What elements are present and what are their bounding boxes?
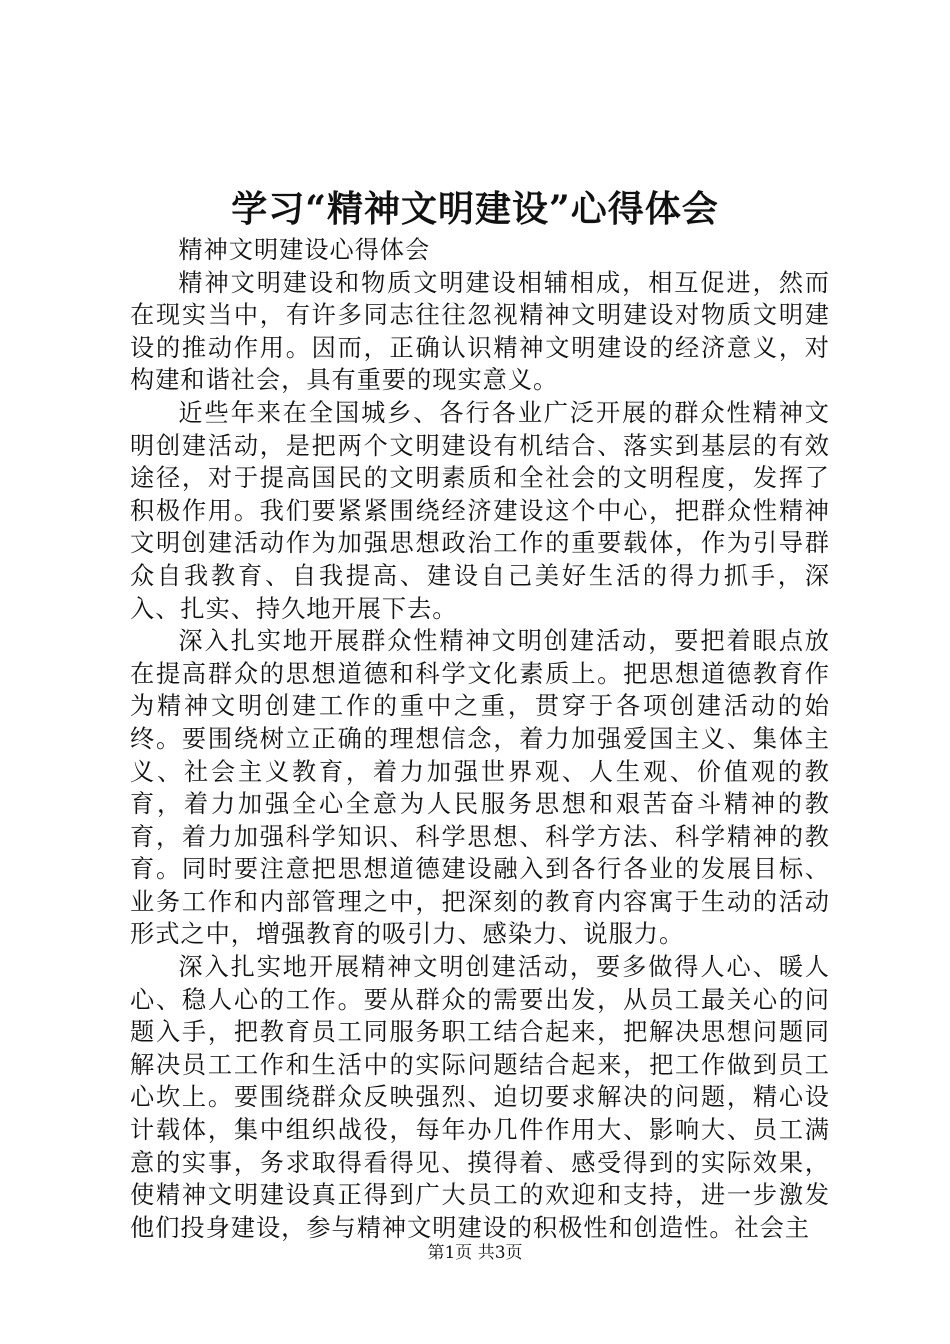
document-title: 学习“精神文明建设”心得体会 (231, 188, 719, 230)
document-subtitle: 精神文明建设心得体会 (178, 236, 431, 264)
body-paragraph: 深入扎实地开展群众性精神文明创建活动，要把着眼点放在提高群众的思想道德和科学文化素质上。把思想道德教育作为精神文明创建工作的重中之重，贯穿于各项创建活动的始终。要围绕树立正确的理想信念，着力加强爱国主义、集体主义、社会主义教育，着力加强世界观、人生观、价值观的教育，着力加强全心全意为人民服务思想和艰苦奋斗精神的教育，着力加强科学知识、科学思想、科学方法、科学精神的教育。同时要注意把思想道德建设融入到各行各业的发展目标、业务工作和内部管理之中，把深刻的教育内容寓于生动的活动形式之中，增强教育的吸引力、感染力、说服力。 (130, 627, 830, 949)
body-paragraph: 精神文明建设和物质文明建设相辅相成，相互促进，然而在现实当中，有许多同志往往忽视精神文明建设对物质文明建设的推动作用。因而，正确认识精神文明建设的经济意义，对构建和谐社会，具有重要的现实意义。 (130, 268, 830, 395)
body-paragraph: 近些年来在全国城乡、各行各业广泛开展的群众性精神文明创建活动，是把两个文明建设有机结合、落实到基层的有效途径，对于提高国民的文明素质和全社会的文明程度，发挥了积极作用。我们要紧紧围绕经济建设这个中心，把群众性精神文明创建活动作为加强思想政治工作的重要载体，作为引导群众自我教育、自我提高、建设自己美好生活的得力抓手，深入、扎实、持久地开展下去。 (130, 398, 830, 623)
document-body (130, 234, 830, 1244)
page-number-footer: 第1页 共3页 (427, 1243, 523, 1263)
body-paragraph: 深入扎实地开展精神文明创建活动，要多做得人心、暖人心、稳人心的工作。要从群众的需要出发，从员工最关心的问题入手，把教育员工同服务职工结合起来，把解决思想问题同解决员工工作和生活中的实际问题结合起来，把工作做到员工心坎上。要围绕群众反映强烈、迫切要求解决的问题，精心设计载体，集中组织战役，每年办几件作用大、影响大、员工满意的实事，务求取得看得见、摸得着、感受得到的实际效果，使精神文明建设真正得到广大员工的欢迎和支持，进一步激发他们投身建设，参与精神文明建设的积极性和创造性。社会主 (130, 953, 830, 1242)
